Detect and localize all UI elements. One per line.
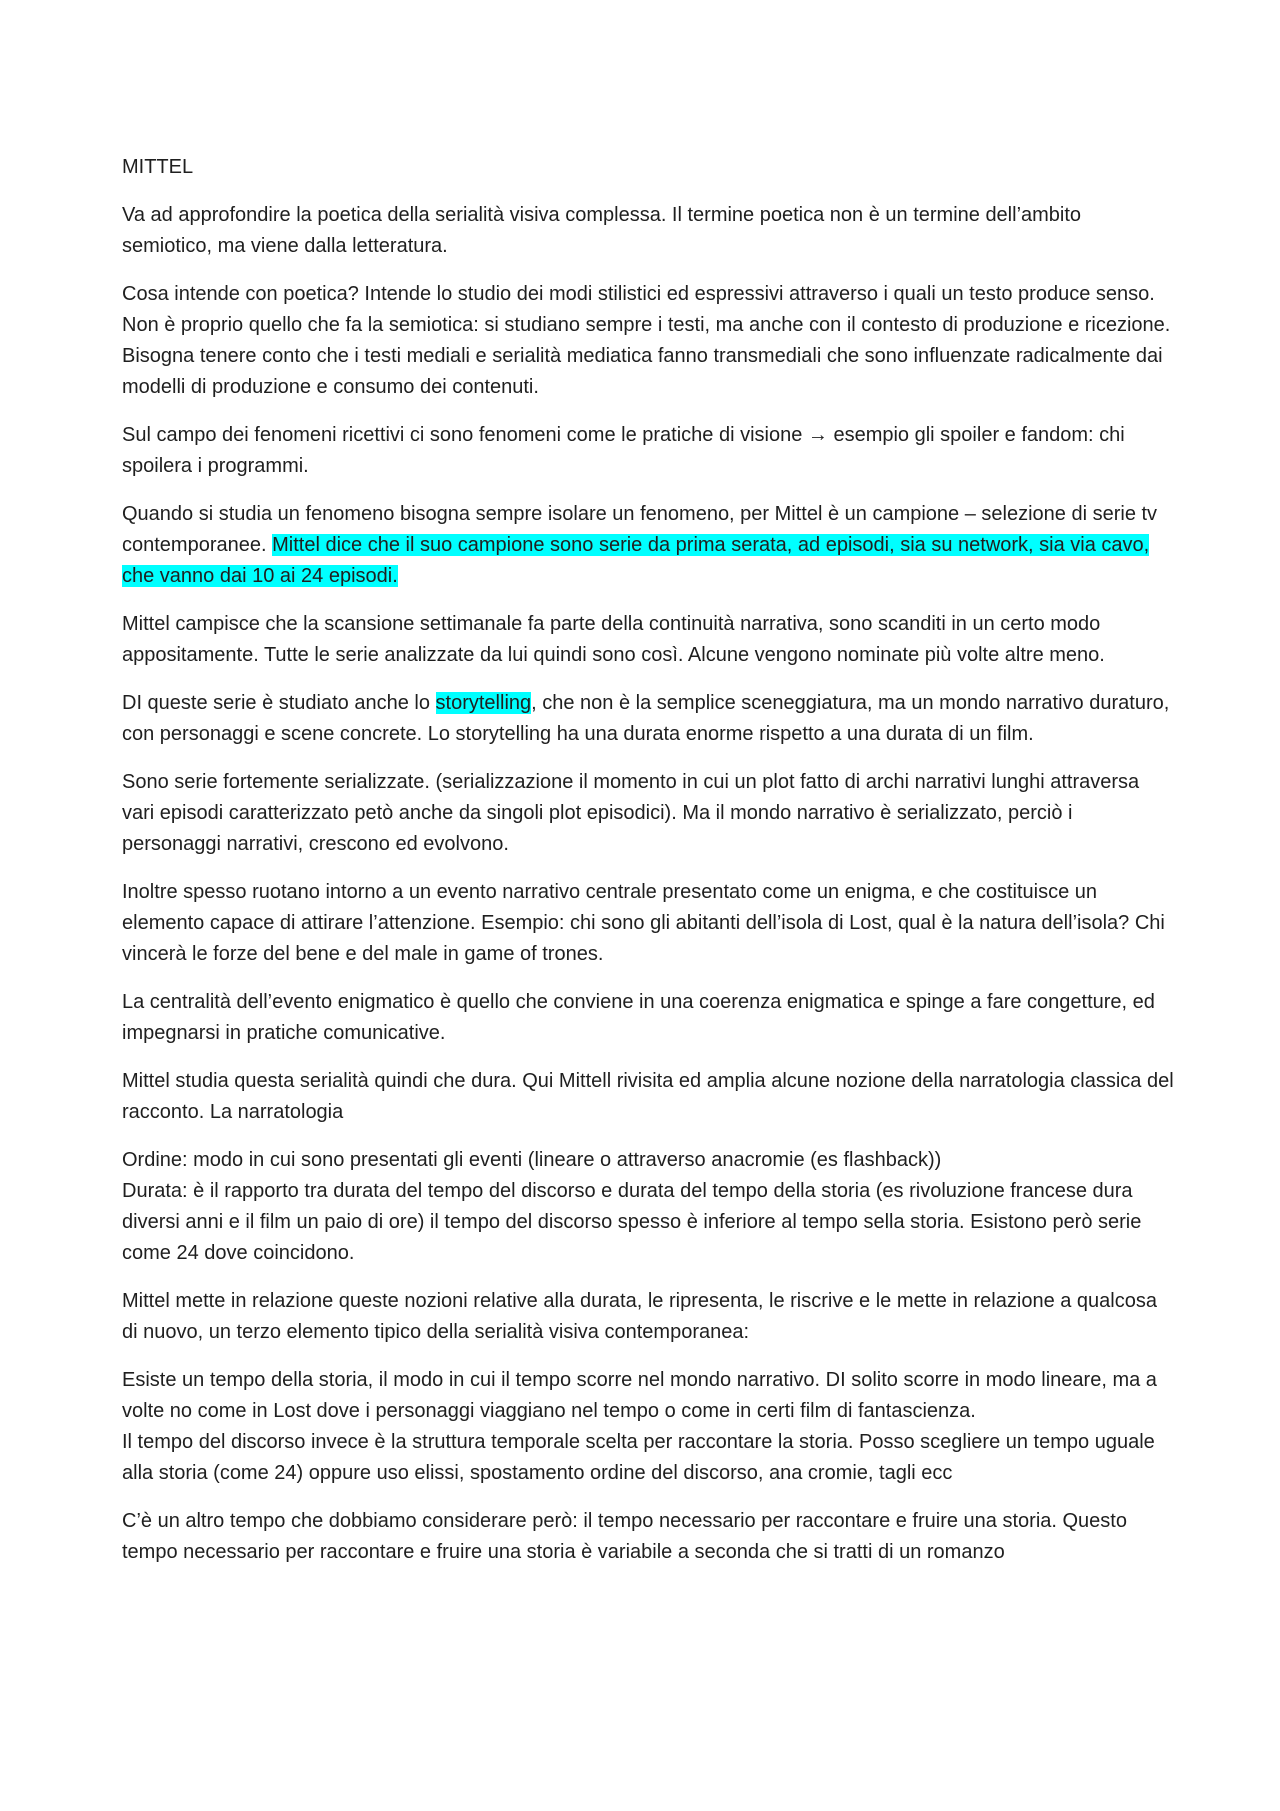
paragraph-11 <box>122 1145 1174 1269</box>
paragraph-8: Inoltre spesso ruotano intorno a un evento narrativo centrale presentato come un enigma, e che costituisce un elemento capace di attirare l’attenzione. Esempio: chi sono gli abitanti dell’isola di Lost, qual è la natura dell’isola? Chi vincerà le forze del bene e del male in game of trones. <box>122 881 1165 965</box>
paragraph-14: C’è un altro tempo che dobbiamo considerare però: il tempo necessario per raccontare e fruire una storia. Questo tempo necessario per raccontare e fruire una storia è variabile a seconda che si tratti di un romanzo <box>122 1510 1127 1563</box>
paragraph-6-text-a: DI queste serie è studiato anche lo <box>122 692 436 714</box>
arrow-right-icon: → <box>807 424 828 446</box>
paragraph-11-line-durata: Durata: è il rapporto tra durata del tempo del discorso e durata del tempo della storia (es rivoluzione francese dura diversi anni e il film un paio di ore) il tempo del discorso spesso è inferiore al tempo sella storia. Esistono però serie come 24 dove coincidono. <box>122 1180 1142 1264</box>
paragraph-5: Mittel campisce che la scansione settimanale fa parte della continuità narrativa, sono scanditi in un certo modo appositamente. Tutte le serie analizzate da lui quindi sono così. Alcune vengono nominate più volte altre meno. <box>122 613 1105 666</box>
paragraph-10: Mittel studia questa serialità quindi che dura. Qui Mittell rivisita ed amplia alcune nozione della narratologia classica del racconto. La narratologia <box>122 1070 1174 1123</box>
paragraph-13 <box>122 1365 1174 1489</box>
paragraph-13-line-discorso: Il tempo del discorso invece è la struttura temporale scelta per raccontare la storia. Posso scegliere un tempo uguale alla storia (come 24) oppure uso elissi, spostamento ordine del discorso, ana cromie, tagli ecc <box>122 1431 1155 1484</box>
document-title: MITTEL <box>122 156 194 178</box>
paragraph-3-text-b: esempio gli spoiler e fandom: chi spoilera i programmi. <box>122 424 1125 477</box>
paragraph-11-line-ordine: Ordine: modo in cui sono presentati gli eventi (lineare o attraverso anacromie (es flashback)) <box>122 1149 942 1171</box>
paragraph-3 <box>122 420 1174 482</box>
paragraph-1: Va ad approfondire la poetica della serialità visiva complessa. Il termine poetica non è un termine dell’ambito semiotico, ma viene dalla letteratura. <box>122 204 1082 257</box>
paragraph-9: La centralità dell’evento enigmatico è quello che conviene in una coerenza enigmatica e spinge a fare congetture, ed impegnarsi in pratiche comunicative. <box>122 991 1155 1044</box>
paragraph-4 <box>122 499 1174 592</box>
paragraph-4-text: Quando si studia un fenomeno bisogna sempre isolare un fenomeno, per Mittel è un campione – selezione di serie tv contemporanee. <box>122 503 1158 556</box>
paragraph-2: Cosa intende con poetica? Intende lo studio dei modi stilistici ed espressivi attraverso i quali un testo produce senso. Non è proprio quello che fa la semiotica: si studiano sempre i testi, ma anche con il contesto di produzione e ricezione. Bisogna tenere conto che i testi mediali e serialità mediatica fanno transmediali che sono influenzate radicalmente dai modelli di produzione e consumo dei contenuti. <box>122 283 1171 398</box>
highlighted-text-campione: Mittel dice che il suo campione sono serie da prima serata, ad episodi, sia su network, sia via cavo, che vanno dai 10 ai 24 episodi. <box>122 534 1150 587</box>
paragraph-12: Mittel mette in relazione queste nozioni relative alla durata, le ripresenta, le riscrive e le mette in relazione a qualcosa di nuovo, un terzo elemento tipico della serialità visiva contemporanea: <box>122 1290 1157 1343</box>
highlighted-text-storytelling: storytelling <box>435 692 532 714</box>
paragraph-6 <box>122 688 1174 750</box>
paragraph-3-text-a: Sul campo dei fenomeni ricettivi ci sono fenomeni come le pratiche di visione <box>122 424 808 446</box>
document-body <box>122 152 1174 1585</box>
paragraph-7: Sono serie fortemente serializzate. (serializzazione il momento in cui un plot fatto di archi narrativi lunghi attraversa vari episodi caratterizzato petò anche da singoli plot episodici). Ma il mondo narrativo è serializzato, perciò i personaggi narrativi, crescono ed evolvono. <box>122 771 1140 855</box>
paragraph-13-line-storia: Esiste un tempo della storia, il modo in cui il tempo scorre nel mondo narrativo. DI solito scorre in modo lineare, ma a volte no come in Lost dove i personaggi viaggiano nel tempo o come in certi film di fantascienza. <box>122 1369 1157 1422</box>
paragraph-6-text-b: , che non è la semplice sceneggiatura, ma un mondo narrativo duraturo, con personaggi e scene concrete. Lo storytelling ha una durata enorme rispetto a una durata di un film. <box>122 692 1170 745</box>
